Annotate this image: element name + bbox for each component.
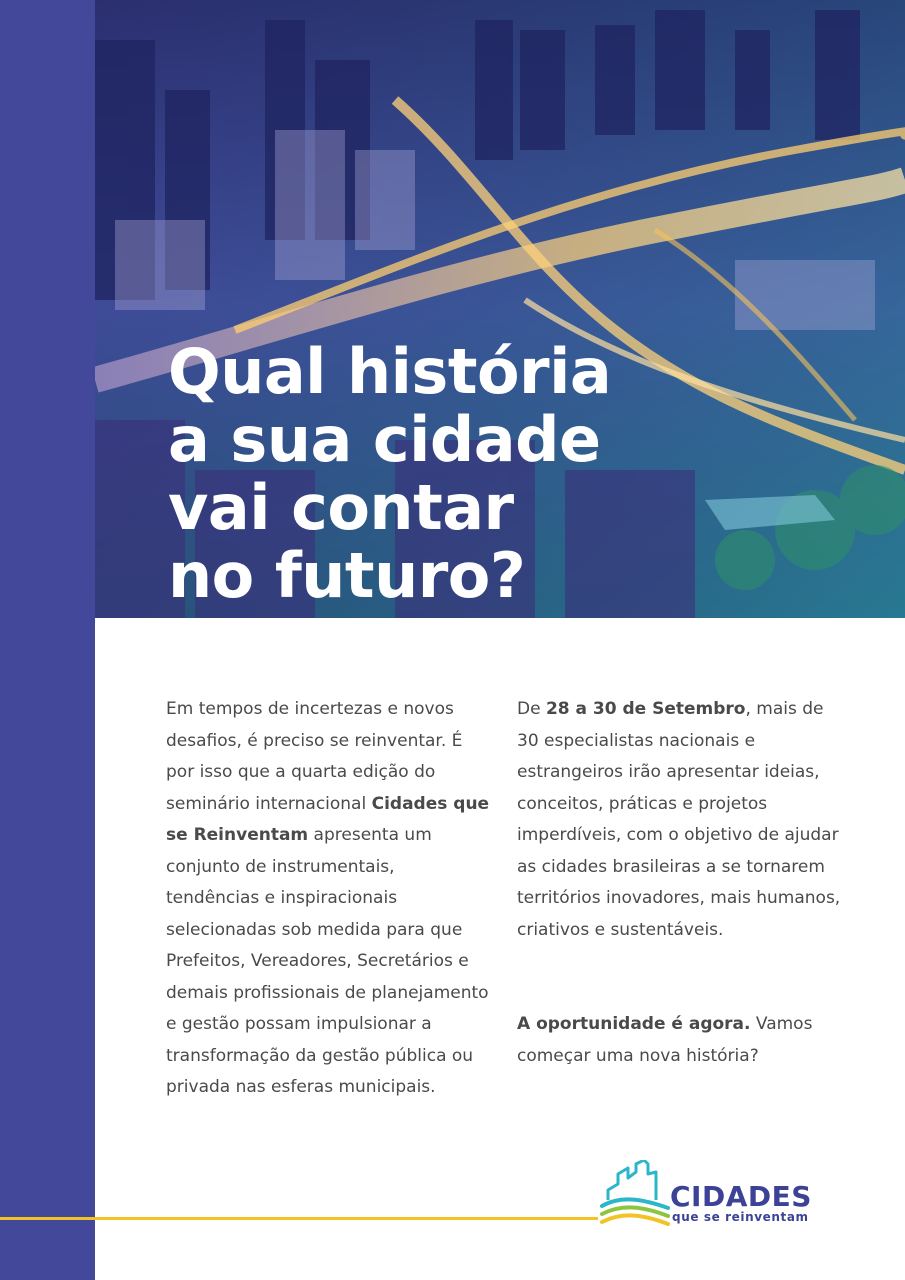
headline-line-4: no futuro? <box>168 539 526 612</box>
event-dates: 28 a 30 de Setembro <box>545 699 746 719</box>
intro-text-2: apresenta um conjunto de instrumentais, tendências e inspiracionais selecionadas sob medida para que Prefeitos, Vereadores, Secretários e demais profissionais de planejamento e gestão possam impulsionar a transformação da gestão pública ou privada nas esferas municipais. <box>166 825 489 1097</box>
headline <box>168 335 728 612</box>
headline-line-1: Qual história <box>168 335 612 408</box>
side-color-band <box>0 0 95 1280</box>
yellow-divider-line <box>0 1217 598 1220</box>
cta-text: Vamos começar uma nova história? <box>517 1014 813 1066</box>
dates-text-1: De <box>517 699 546 719</box>
logo-subtitle: que se reinventam <box>672 1210 809 1224</box>
intro-text-1: Em tempos de incertezas e novos desafios, é preciso se reinventar. É por isso que a quarta edição do seminário internacional <box>166 699 463 814</box>
dates-text-2: , mais de 30 especialistas nacionais e estrangeiros irão apresentar ideias, conceitos, práticas e projetos imperdíveis, com o objetivo de ajudar as cidades brasileiras a se tornarem territórios inovadores, mais humanos, criativos e sustentáveis. <box>517 699 841 940</box>
call-to-action-paragraph <box>517 1009 842 1072</box>
city-skyline-logo-icon <box>600 1160 670 1226</box>
intro-paragraph <box>166 694 491 1104</box>
logo-title: CIDADES <box>670 1180 812 1213</box>
dates-paragraph <box>517 694 842 946</box>
event-name: Cidades que se Reinventam <box>166 793 490 845</box>
cta-bold: A oportunidade é agora. <box>517 1014 751 1034</box>
cidades-logo <box>600 1160 830 1230</box>
headline-line-2: a sua cidade <box>168 403 601 476</box>
headline-line-3: vai contar <box>168 471 514 544</box>
